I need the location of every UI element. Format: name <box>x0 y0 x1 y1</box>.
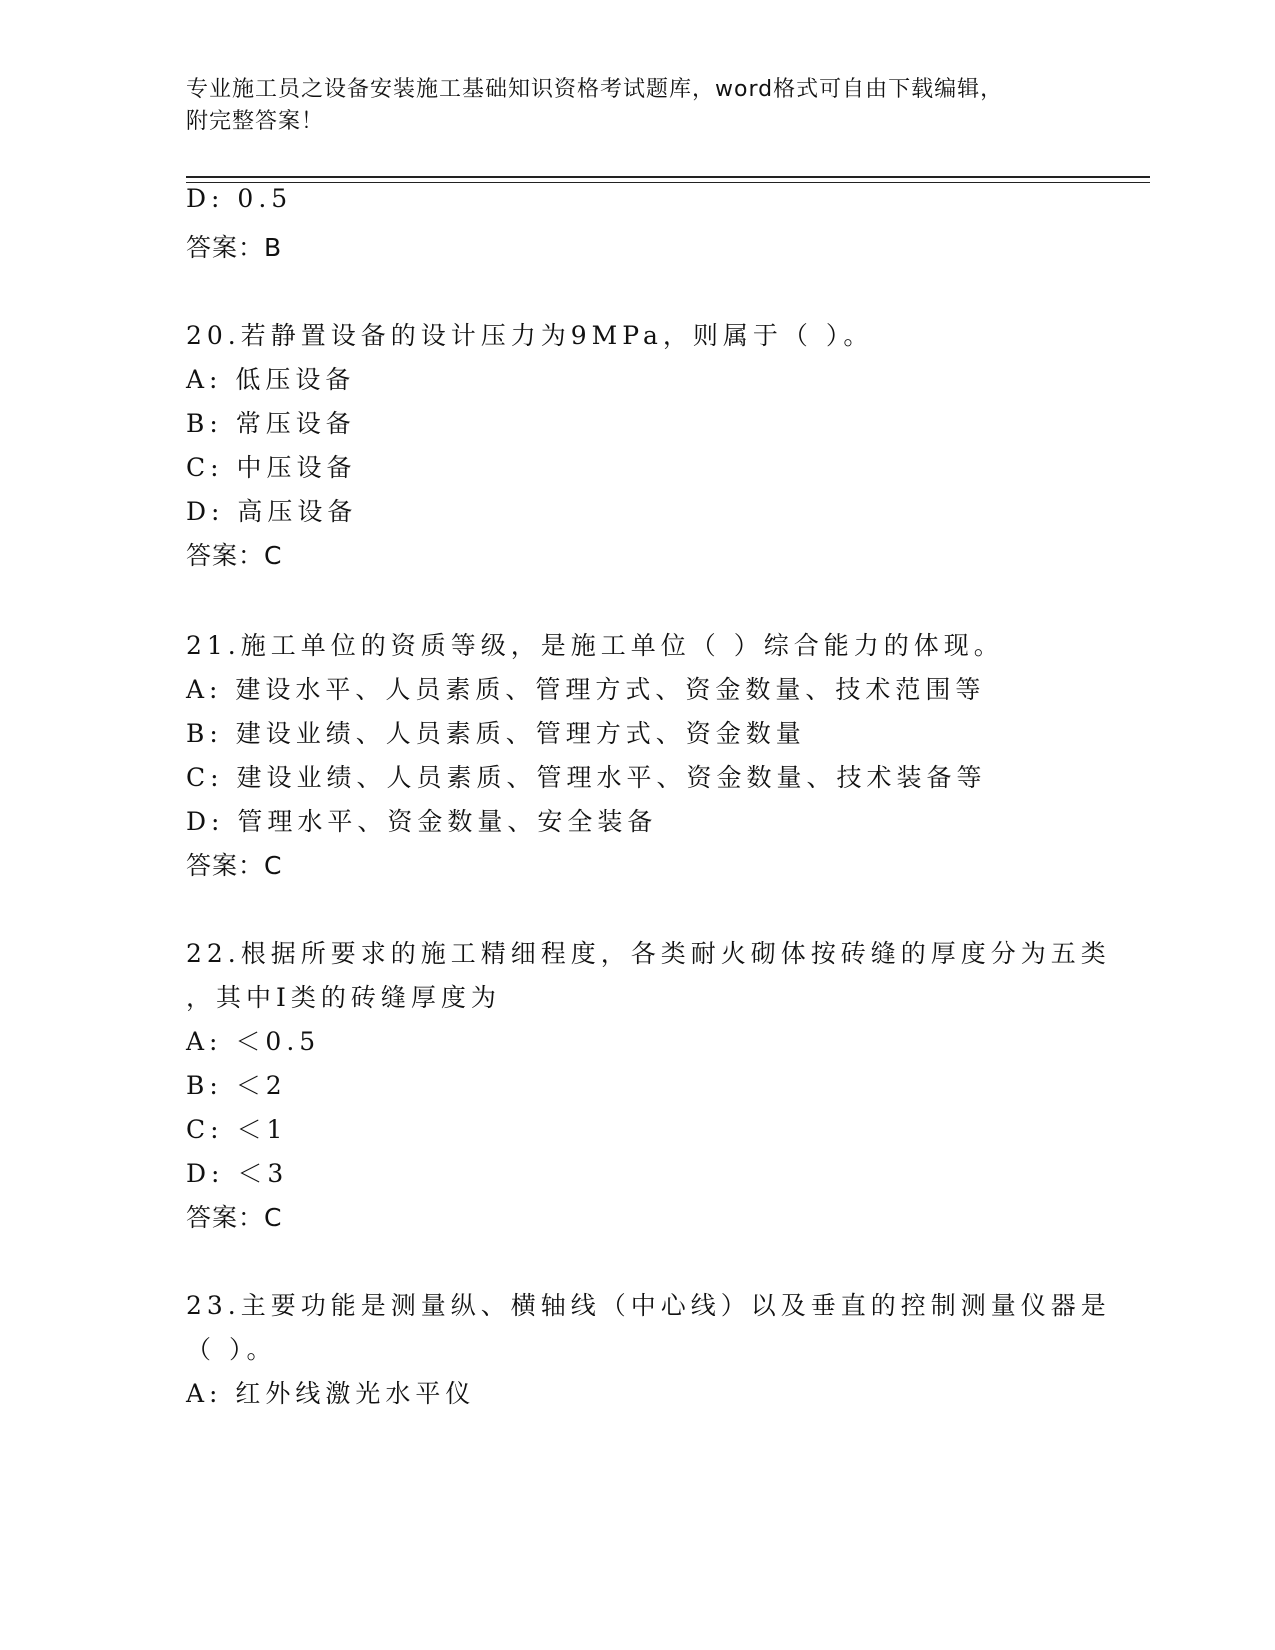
q20-option-d: D: 高压设备 <box>186 497 358 526</box>
q19-option-d: D: 0.5 <box>186 184 293 213</box>
q21-stem: 21.施工单位的资质等级，是施工单位（ ）综合能力的体现。 <box>186 631 1004 660</box>
q22-option-d: D: ＜3 <box>186 1159 289 1188</box>
q20-option-a: A: 低压设备 <box>186 365 356 394</box>
header-divider-thin <box>186 182 1150 183</box>
header-line-1: 专业施工员之设备安装施工基础知识资格考试题库，word格式可自由下载编辑， <box>186 77 1004 102</box>
q22-stem-line-2: ，其中I类的砖缝厚度为 <box>186 983 501 1012</box>
q21-answer: 答案：C <box>186 851 283 880</box>
header-line-2: 附完整答案！ <box>186 109 325 134</box>
q23-option-a: A: 红外线激光水平仪 <box>186 1379 476 1408</box>
q19-answer: 答案：B <box>186 233 283 262</box>
q21-option-b: B: 建设业绩、人员素质、管理方式、资金数量 <box>186 719 806 748</box>
q20-option-b: B: 常压设备 <box>186 409 356 438</box>
q21-option-a: A: 建设水平、人员素质、管理方式、资金数量、技术范围等 <box>186 675 986 704</box>
q22-option-c: C: ＜1 <box>186 1115 288 1144</box>
q22-stem-line-1: 22.根据所要求的施工精细程度，各类耐火砌体按砖缝的厚度分为五类 <box>186 939 1111 968</box>
q20-answer: 答案：C <box>186 541 283 570</box>
q23-stem-line-2: （ ）。 <box>186 1335 277 1364</box>
q22-option-b: B: ＜2 <box>186 1071 287 1100</box>
q20-option-c: C: 中压设备 <box>186 453 357 482</box>
q20-stem: 20.若静置设备的设计压力为9MPa，则属于（ ）。 <box>186 321 874 350</box>
q23-stem-line-1: 23.主要功能是测量纵、横轴线（中心线）以及垂直的控制测量仪器是 <box>186 1291 1111 1320</box>
q21-option-d: D: 管理水平、资金数量、安全装备 <box>186 807 658 836</box>
document-header <box>186 74 1066 138</box>
q21-option-c: C: 建设业绩、人员素质、管理水平、资金数量、技术装备等 <box>186 763 987 792</box>
q22-answer: 答案：C <box>186 1203 283 1232</box>
q22-option-a: A: ＜0.5 <box>186 1027 321 1056</box>
header-divider-thick <box>186 176 1150 178</box>
